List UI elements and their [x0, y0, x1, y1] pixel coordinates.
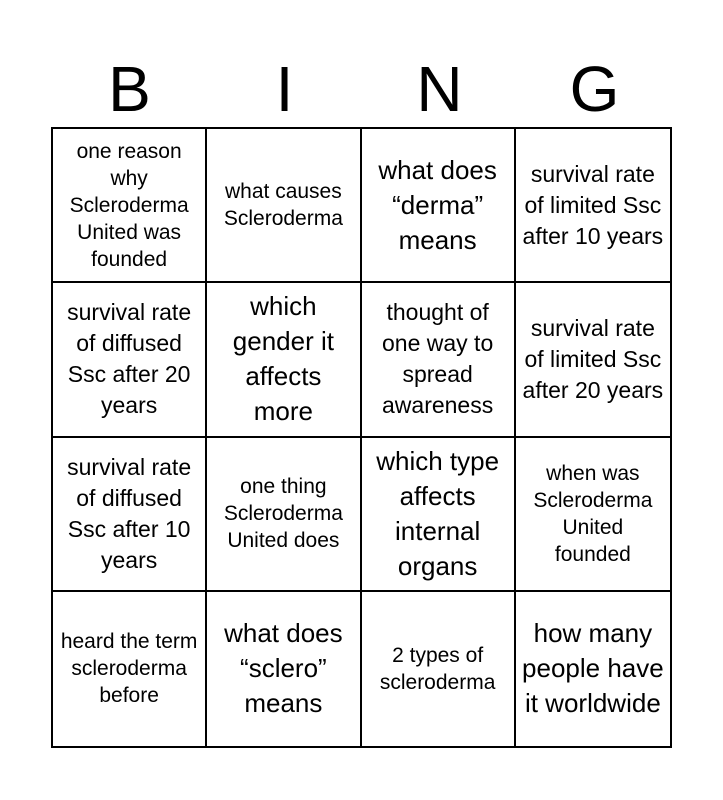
cell-text: one reason why Scleroderma United was founded: [69, 139, 189, 271]
bingo-cell[interactable]: [516, 283, 670, 437]
bingo-cell[interactable]: [516, 438, 670, 592]
cell-text: survival rate of diffused Ssc after 20 years: [67, 299, 192, 419]
cell-text: how many people have it worldwide: [522, 618, 664, 719]
bingo-grid: [51, 127, 672, 748]
bingo-cell[interactable]: [53, 438, 207, 592]
cell-text: one thing Scleroderma United does: [223, 475, 343, 553]
bingo-cell[interactable]: [53, 129, 207, 283]
header-letter-b: B: [108, 53, 151, 125]
bingo-cell[interactable]: [53, 283, 207, 437]
cell-text: which gender it affects more: [232, 291, 334, 427]
header-letter-i: I: [275, 53, 294, 125]
cell-text: which type affects internal organs: [376, 445, 500, 581]
bingo-cell[interactable]: [362, 283, 516, 437]
bingo-header: [52, 52, 672, 126]
bingo-cell[interactable]: [362, 438, 516, 592]
cell-text: what does “sclero” means: [224, 618, 343, 719]
header-letter-n: N: [416, 53, 463, 125]
header-letter-g: G: [569, 53, 620, 125]
cell-text: what does “derma” means: [378, 154, 497, 255]
cell-text: when was Scleroderma United founded: [533, 461, 653, 566]
bingo-cell[interactable]: [207, 438, 361, 592]
bingo-cell[interactable]: [516, 592, 670, 746]
bingo-cell[interactable]: [207, 129, 361, 283]
cell-text: survival rate of limited Ssc after 20 years: [522, 314, 664, 403]
cell-text: what causes Scleroderma: [223, 180, 343, 231]
cell-text: survival rate of diffused Ssc after 10 years: [67, 453, 192, 573]
bingo-cell[interactable]: [207, 283, 361, 437]
bingo-cell[interactable]: [516, 129, 670, 283]
cell-text: 2 types of scleroderma: [379, 643, 496, 694]
cell-text: survival rate of limited Ssc after 10 years: [522, 160, 664, 249]
cell-text: heard the term scleroderma before: [60, 630, 198, 708]
bingo-cell[interactable]: [207, 592, 361, 746]
bingo-cell[interactable]: [362, 592, 516, 746]
bingo-cell[interactable]: [53, 592, 207, 746]
bingo-cell[interactable]: [362, 129, 516, 283]
cell-text: thought of one way to spread awareness: [382, 299, 494, 419]
